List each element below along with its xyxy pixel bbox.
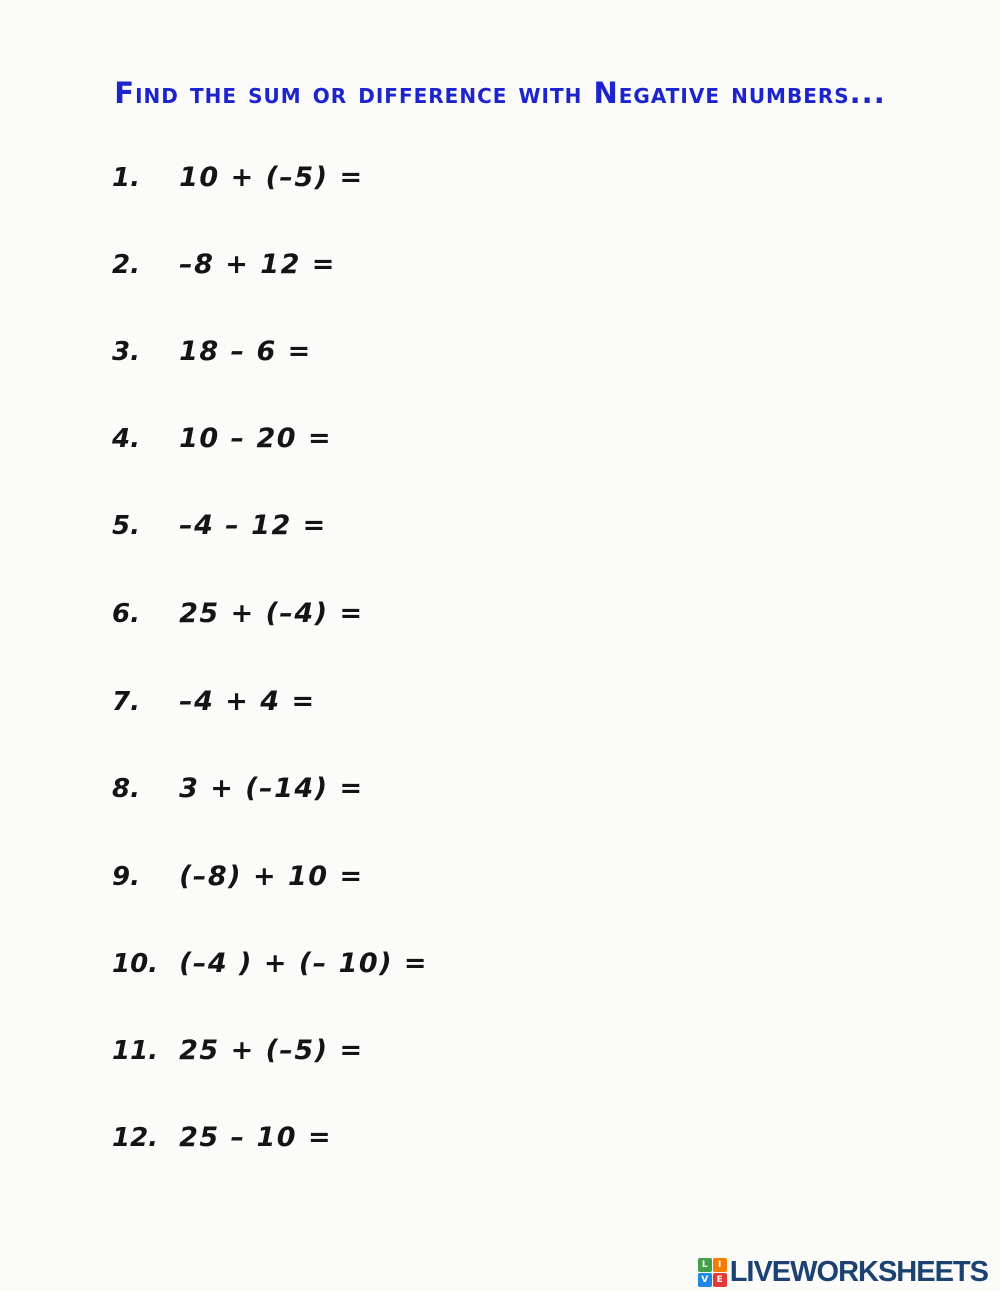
logo-square-v: V xyxy=(698,1273,712,1287)
problem-row-10 xyxy=(112,948,428,979)
problem-number: 9. xyxy=(112,862,140,892)
problem-row-8 xyxy=(112,773,364,804)
problem-expression: (–8) + 10 = xyxy=(179,861,364,892)
problem-expression: 25 + (–4) = xyxy=(179,598,364,629)
problem-number: 2. xyxy=(112,250,140,280)
problem-number: 10. xyxy=(112,949,159,979)
problem-expression: 25 + (–5) = xyxy=(179,1035,364,1066)
problem-expression: 10 + (–5) = xyxy=(179,162,364,193)
problem-expression: 25 – 10 = xyxy=(179,1122,333,1153)
liveworksheets-brand[interactable] xyxy=(698,1256,988,1289)
problem-row-11 xyxy=(112,1035,364,1066)
problem-row-9 xyxy=(112,861,364,892)
logo-square-i: I xyxy=(713,1258,727,1272)
logo-square-l: L xyxy=(698,1258,712,1272)
liveworksheets-logo-icon xyxy=(698,1258,727,1287)
worksheet-title: Find the sum or difference with Negative numbers... xyxy=(114,76,886,110)
problem-expression: 10 – 20 = xyxy=(179,423,333,454)
problem-row-4 xyxy=(112,423,332,454)
problem-number: 7. xyxy=(112,687,140,717)
problem-expression: –4 – 12 = xyxy=(179,510,327,541)
problem-expression: (–4 ) + (– 10) = xyxy=(179,948,429,979)
problem-row-12 xyxy=(112,1122,332,1153)
problem-expression: 18 – 6 = xyxy=(179,336,312,367)
problem-number: 11. xyxy=(112,1036,159,1066)
problem-row-7 xyxy=(112,686,316,717)
problem-number: 3. xyxy=(112,337,140,367)
problem-row-5 xyxy=(112,510,327,541)
problem-number: 1. xyxy=(112,163,140,193)
problem-expression: 3 + (–14) = xyxy=(179,773,364,804)
problem-row-3 xyxy=(112,336,312,367)
problem-row-1 xyxy=(112,162,364,193)
logo-square-e: E xyxy=(713,1273,727,1287)
problem-number: 4. xyxy=(112,424,140,454)
problem-number: 8. xyxy=(112,774,140,804)
problem-row-2 xyxy=(112,249,336,280)
liveworksheets-wordmark: LIVEWORKSHEETS xyxy=(729,1256,988,1288)
problem-row-6 xyxy=(112,598,364,629)
problem-expression: –4 + 4 = xyxy=(179,686,316,717)
problem-number: 12. xyxy=(112,1123,159,1153)
problem-number: 5. xyxy=(112,511,140,541)
problem-expression: –8 + 12 = xyxy=(179,249,336,280)
problem-number: 6. xyxy=(112,599,140,629)
